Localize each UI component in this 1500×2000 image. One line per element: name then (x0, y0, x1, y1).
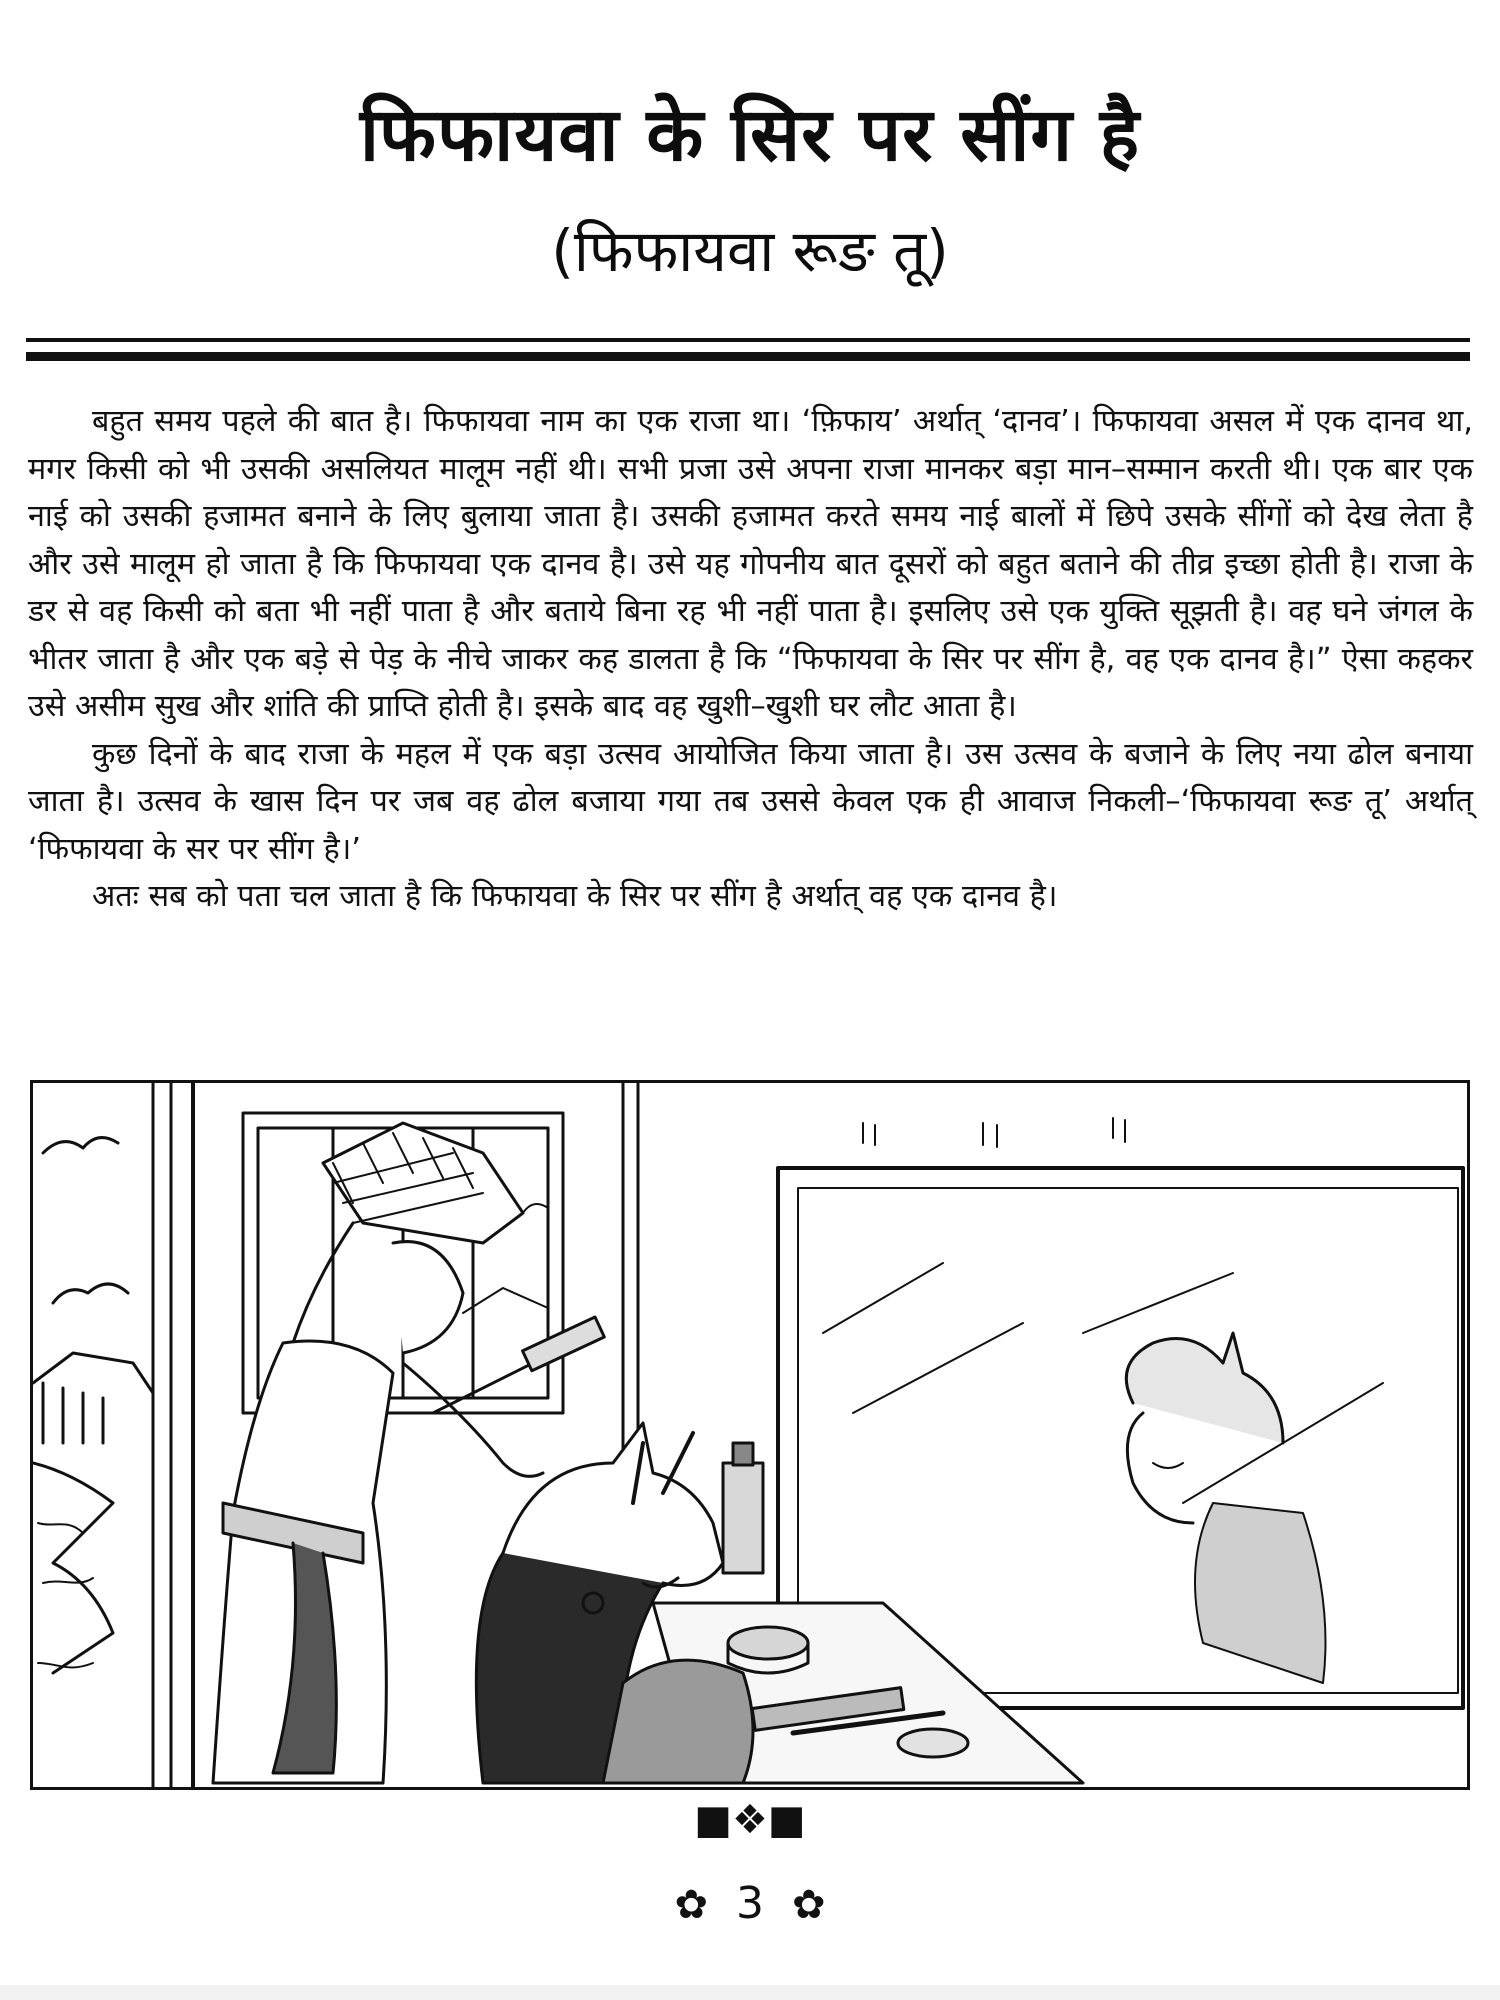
back-wall (623, 1083, 1125, 1513)
header-rule-thick (26, 352, 1470, 361)
scan-edge (0, 1985, 1500, 2000)
flower-icon: ✿ (792, 1882, 826, 1928)
story-body (28, 398, 1473, 921)
section-end-ornament: ■❖■ (694, 1797, 806, 1843)
barber-illustration (30, 1080, 1470, 1790)
story-paragraph: बहुत समय पहले की बात है। फिफायवा नाम का एक राजा था। ‘फ़िफाय’ अर्थात् ‘दानव’। फिफायवा असल में एक दानव था, मगर किसी को भी उसकी असलियत मालूम नहीं थी। सभी प्रजा उसे अपना राजा मानकर बड़ा मान–सम्मान करती थी। एक बार एक नाई को उसकी हजामत बनाने के लिए बुलाया जाता है। उसकी हजामत करते समय नाई बालों में छिपे उसके सींगों को देख लेता है और उसे मालूम हो जाता है कि फिफायवा एक दानव है। उसे यह गोपनीय बात दूसरों को बहुत बताने की तीव्र इच्छा होती है। राजा के डर से वह किसी को बता भी नहीं पाता है और बताये बिना रह भी नहीं पाता है। इसलिए उसे एक युक्ति सूझती है। वह घने जंगल के भीतर जाता है और एक बड़े से पेड़ के नीचे जाकर कह डालता है कि “फिफायवा के सिर पर सींग है, वह एक दानव है।” ऐसा कहकर उसे असीम सुख और शांति की प्राप्ति होती है। इसके बाद वह खुशी–खुशी घर लौट आता है। (28, 404, 1473, 724)
story-paragraph: अतः सब को पता चल जाता है कि फिफायवा के सिर पर सींग है अर्थात् वह एक दानव है। (92, 879, 1058, 914)
page-footer (0, 1878, 1500, 1929)
flower-icon: ✿ (674, 1882, 708, 1928)
header-rule-thin (26, 338, 1470, 342)
page-number: 3 (736, 1878, 764, 1929)
doorway (33, 1083, 193, 1787)
story-subtitle: (फिफायवा रूङ तू) (551, 217, 949, 285)
story-paragraph: कुछ दिनों के बाद राजा के महल में एक बड़ा उत्सव आयोजित किया जाता है। उस उत्सव के बजाने के लिए नया ढोल बनाया जाता है। उत्सव के खास दिन पर जब वह ढोल बजाया गया तब उससे केवल एक ही आवाज निकली–‘फिफायवा रूङ तू’ अर्थात् ‘फिफायवा के सर पर सींग है।’ (28, 736, 1473, 867)
story-title: फिफायवा के सिर पर सींग है (359, 92, 1141, 178)
